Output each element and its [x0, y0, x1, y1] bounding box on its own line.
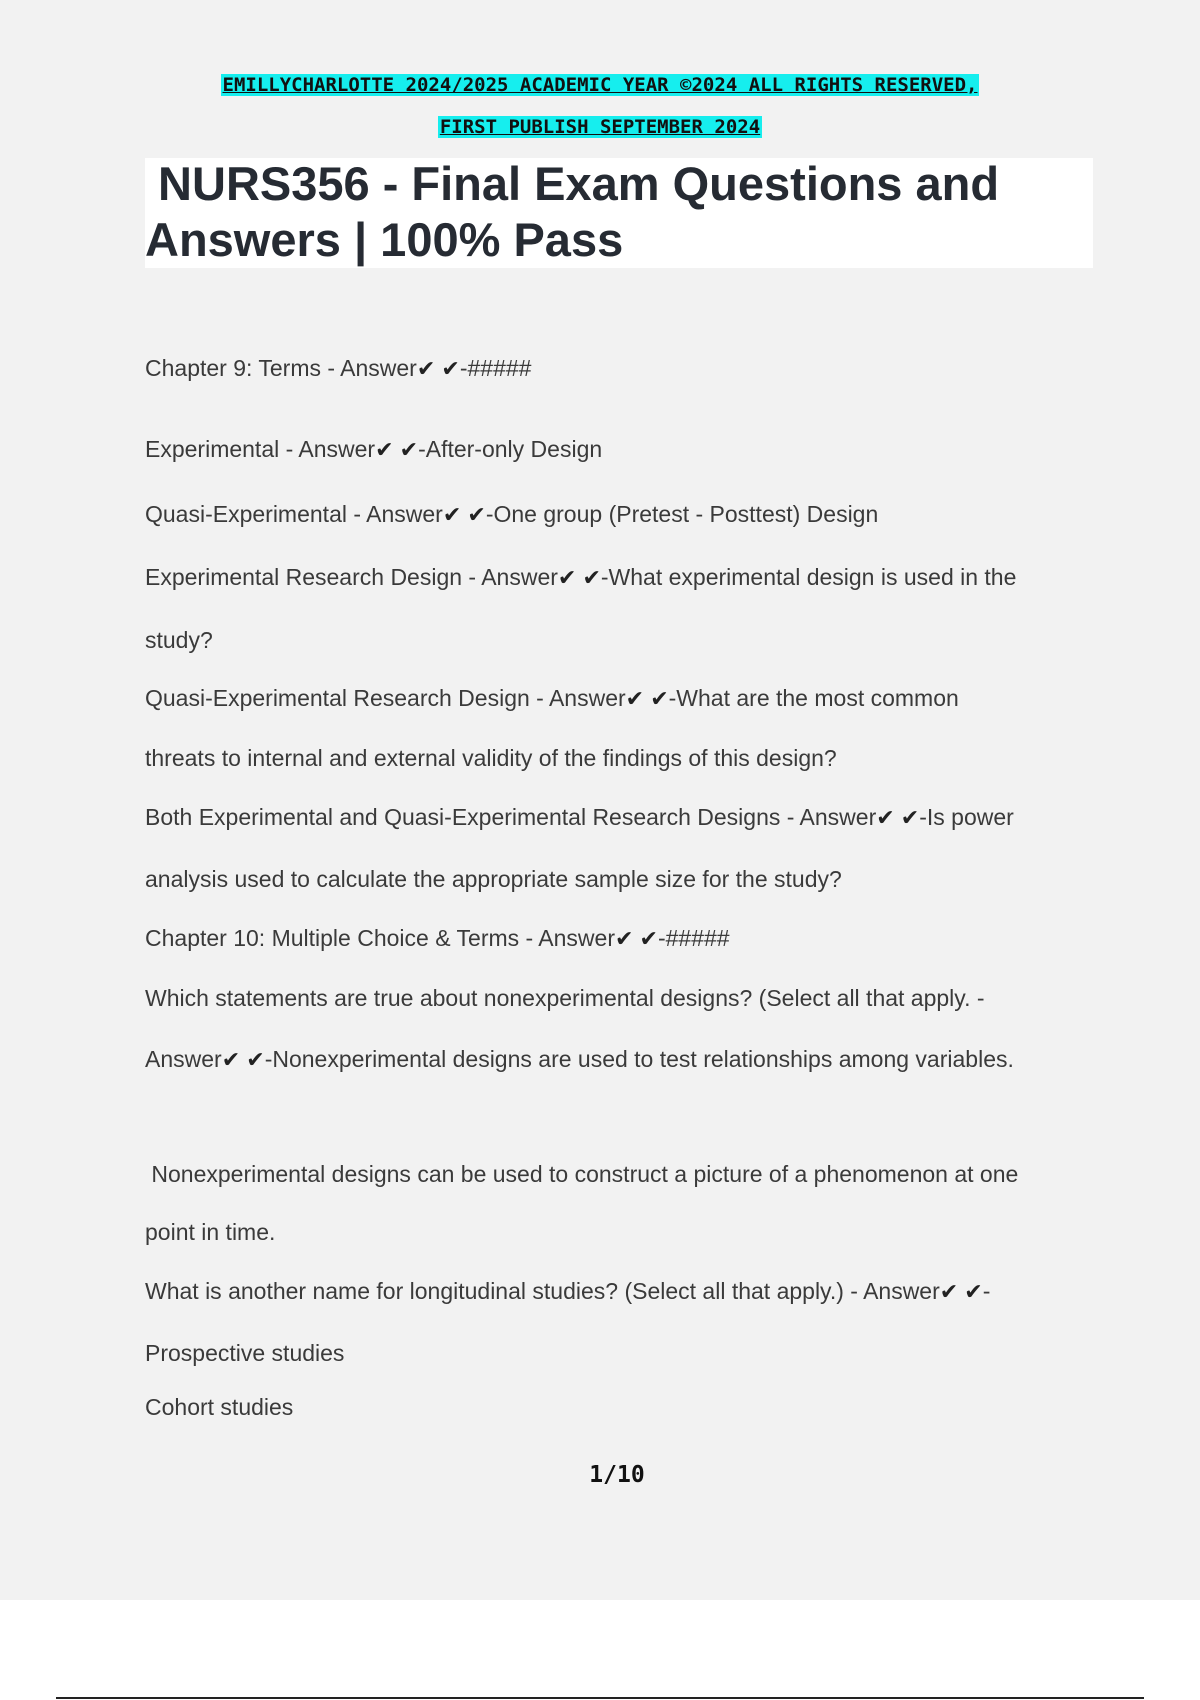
qa-line: Which statements are true about nonexperimental designs? (Select all that apply. -	[145, 985, 985, 1011]
checkmark-icon: ✔ ✔	[615, 926, 658, 951]
title-line-1: NURS356 - Final Exam Questions and	[145, 157, 1000, 210]
checkmark-icon: ✔ ✔	[375, 437, 419, 462]
qa-line: study?	[145, 627, 213, 653]
title-line-2: Answers | 100% Pass	[145, 213, 624, 266]
qa-line: analysis used to calculate the appropriate sample size for the study?	[145, 866, 842, 892]
checkmark-icon: ✔ ✔	[625, 686, 669, 711]
checkmark-icon: ✔ ✔	[416, 356, 460, 381]
qa-line: Nonexperimental designs can be used to construct a picture of a phenomenon at one	[145, 1161, 1019, 1187]
copyright-line-1: EMILLYCHARLOTTE 2024/2025 ACADEMIC YEAR ©2024 ALL RIGHTS RESERVED,	[222, 74, 978, 96]
qa-line: threats to internal and external validity of the findings of this design?	[145, 745, 837, 771]
qa-line: What is another name for longitudinal studies? (Select all that apply.) - Answer✔ ✔-	[145, 1278, 991, 1304]
checkmark-icon: ✔ ✔	[876, 805, 920, 830]
qa-line: Quasi-Experimental - Answer✔ ✔-One group (Pretest - Posttest) Design	[145, 501, 879, 527]
qa-line: point in time.	[145, 1219, 276, 1245]
qa-line: Quasi-Experimental Research Design - Answer✔ ✔-What are the most common	[145, 685, 959, 711]
qa-line: Experimental - Answer✔ ✔-After-only Design	[145, 436, 603, 462]
qa-line: Chapter 9: Terms - Answer✔ ✔-#####	[145, 355, 532, 381]
checkmark-icon: ✔ ✔	[939, 1279, 983, 1304]
qa-line: Both Experimental and Quasi-Experimental Research Designs - Answer✔ ✔-Is power	[145, 804, 1014, 830]
qa-line: Prospective studies	[145, 1340, 345, 1366]
checkmark-icon: ✔ ✔	[221, 1047, 265, 1072]
checkmark-icon: ✔ ✔	[557, 565, 601, 590]
qa-line: Experimental Research Design - Answer✔ ✔-What experimental design is used in the	[145, 564, 1017, 590]
checkmark-icon: ✔ ✔	[442, 502, 486, 527]
qa-line: Chapter 10: Multiple Choice & Terms - Answer✔ ✔-#####	[145, 925, 730, 951]
qa-line: Cohort studies	[145, 1394, 294, 1420]
qa-line: Answer✔ ✔-Nonexperimental designs are used to test relationships among variables.	[145, 1046, 1014, 1072]
page-number: 1/10	[589, 1462, 645, 1488]
document-title	[145, 156, 1093, 268]
page-divider	[56, 1697, 1144, 1699]
copyright-line-2: FIRST PUBLISH SEPTEMBER 2024	[439, 116, 761, 138]
